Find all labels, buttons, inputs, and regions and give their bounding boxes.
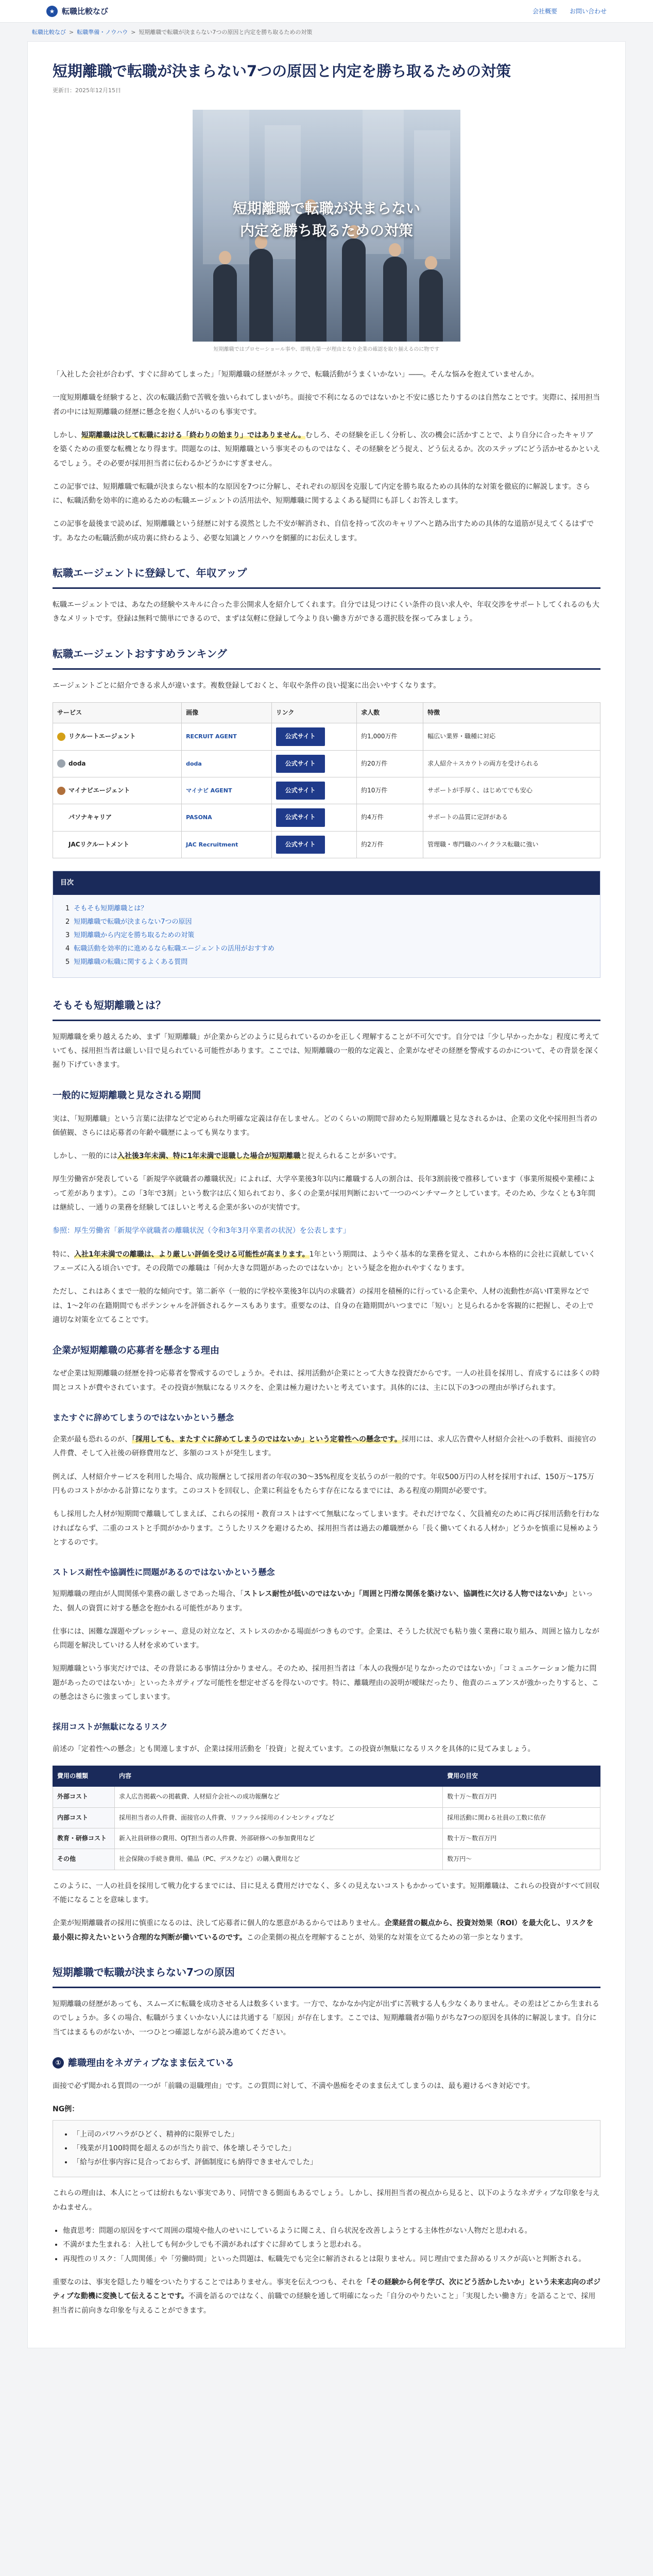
official-site-button[interactable]: 公式サイト: [276, 727, 325, 745]
ng-examples-box: [53, 2120, 600, 2178]
cause-paragraph: 重要なのは、事実を隠したり嘘をついたりすることではありません。事実を伝えつつも、それを「その経験から何を学び、次にどう活かしたいか」という未来志向のポジティブな動機に変換して伝えることです。不満を語るのではなく、前職での経験を通して明確になった「自分のやりたいこと」「実現したい働き方」を語ることで、採用担当者に前向きな印象を与えることができます。: [53, 2278, 601, 2315]
official-site-button[interactable]: 公式サイト: [276, 836, 325, 854]
crown-icon: [57, 759, 65, 768]
definition-paragraph: 実は、「短期離職」という言葉に法律などで定められた明確な定義は存在しません。どのくらいの期間で辞めたら短期離職と見なされるかは、企業の文化や採用担当者の価値観、さらには応募者の年齢や職歴によっても異なります。: [53, 1114, 597, 1137]
cost-paragraph: このように、一人の社員を採用して戦力化するまでには、目に見える費用だけでなく、多くの見えないコストもかかっています。短期離職は、これらの投資がすべて回収不能になることを意味します。: [53, 1882, 600, 1905]
cost-cell: その他: [53, 1849, 115, 1870]
cause-paragraph: これらの理由は、本人にとっては紛れもない事実であり、同情できる側面もあるでしょう。しかし、採用担当者の視点から見ると、以下のようなネガティブな印象を与えかねません。: [53, 2189, 600, 2212]
cost-cell: 数万円〜: [443, 1849, 600, 1870]
section-heading-what: そもそも短期離職とは？: [53, 995, 600, 1021]
table-of-contents: [53, 871, 600, 977]
official-site-cell: [271, 750, 357, 777]
service-name: リクルートエージェント: [53, 723, 182, 750]
article-title: 短期離職で転職が決まらない7つの原因と内定を勝ち取るための対策: [53, 62, 511, 80]
subsection-heading-cause-1: [53, 2054, 600, 2072]
hero-text-line-2: 内定を勝ち取るための対策: [239, 222, 413, 240]
cost-paragraph: 前述の「定着性への懸念」とも関連しますが、企業は採用活動を「投資」と捉えています。この投資が無駄になるリスクを具体的に見てみましょう。: [53, 1744, 535, 1753]
service-feature: サポートの品質に定評がある: [423, 804, 600, 831]
ranking-row: [53, 804, 600, 831]
subsection-heading-stress: ストレス耐性や協調性に問題があるのではないかという懸念: [53, 1567, 275, 1578]
rank-spacer: [57, 814, 65, 822]
toc-title: 目次: [53, 871, 600, 894]
official-site-button[interactable]: 公式サイト: [276, 782, 325, 800]
article-card: [27, 41, 626, 2348]
cause-1-title: 離職理由をネガティブなまま伝えている: [68, 2057, 234, 2069]
again-paragraph: もし採用した人材が短期間で離職してしまえば、これらの採用・教育コストはすべて無駄になってしまいます。それだけでなく、欠員補充のために再び採用活動を行わなければならず、二重のコストと手間がかかります。こうしたリスクを避けるため、採用担当者は過去の離職歴から「長く働いてくれる人材か」どうかを慎重に見極めようとするのです。: [53, 1510, 600, 1547]
service-name: JACリクルートメント: [53, 831, 182, 858]
subsection-heading-cost: 採用コストが無駄になるリスク: [53, 1722, 168, 1732]
agent-paragraph: 転職エージェントでは、あなたの経験やスキルに合った非公開求人を紹介してくれます。自分では見つけにくい条件の良い求人や、年収交渉をサポートしてくれるのも大きなメリットです。登録は無料で簡単にできるので、まずは気軽に登録して今より良い働き方ができる選択肢を探ってみましょう。: [53, 601, 599, 623]
intro-paragraph: この記事を最後まで読めば、短期離職という経歴に対する漠然とした不安が解消され、自信を持って次のキャリアへと踏み出すための具体的な道筋が見えてくるはずです。あなたの転職活動が成功裏に終わるよう、必要な知識とノウハウを網羅的にお伝えします。: [53, 520, 594, 543]
ranking-row: [53, 723, 600, 750]
service-name: doda: [53, 750, 182, 777]
cost-header: 内容: [115, 1766, 443, 1786]
header-nav: [532, 7, 607, 15]
intro-paragraph: 「入社した会社が合わず、すぐに辞めてしまった」「短期離職の経歴がネックで、転職活動がうまくいかない」――。そんな悩みを抱えていませんか。: [53, 370, 539, 379]
stress-paragraph: 短期離職の理由が人間関係や業務の厳しさであった場合、「ストレス耐性が低いのではないか」「周囲と円滑な関係を築けない、協調性に欠ける人物ではないか」といった、個人の資質に対する懸念を抱かれる可能性があります。: [53, 1590, 593, 1613]
ranking-row: [53, 831, 600, 858]
stress-paragraph: 短期離職という事実だけでは、その背景にある事情は分かりません。そのため、採用担当者は「本人の我慢が足りなかったのではないか」「コミュニケーション能力に問題があったのではないか」といったネガティブな可能性を想定せざるを得ないのです。特に、離職理由の説明が曖昧だったり、他責のニュアンスが強かったりすると、この懸念はさらに強まってしまいます。: [53, 1665, 599, 1702]
cost-row: [53, 1828, 600, 1849]
ranking-header: 特徴: [423, 702, 600, 723]
cost-header: 費用の目安: [443, 1766, 600, 1786]
job-count: 約10万件: [357, 777, 423, 804]
job-count: 約2万件: [357, 831, 423, 858]
why-paragraph: なぜ企業は短期離職の経歴を持つ応募者を警戒するのでしょうか。それは、採用活動が企業にとって大きな投資だからです。一人の社員を採用し、育成するには多くの時間とコストが費やされています。その投資が無駄になるリスクを、企業は極力避けたいと考えています。具体的には、主に以下の3つの理由が挙げられます。: [53, 1369, 600, 1392]
cost-cell: 求人広告掲載への掲載費、人材紹介会社への成功報酬など: [115, 1787, 443, 1807]
job-count: 約1,000万件: [357, 723, 423, 750]
cost-cell: 採用活動に関わる社員の工数に依存: [443, 1807, 600, 1828]
ranking-header: 画像: [182, 702, 272, 723]
cost-cell: 採用担当者の人件費、面接官の人件費、リファラル採用のインセンティブなど: [115, 1807, 443, 1828]
impression-item: • 他責思考：問題の原因をすべて周囲の環境や他人のせいにしているように聞こえ、自ら状況を改善しようとする主体性がない人物だと思われる。: [63, 2224, 600, 2238]
what-paragraph: 短期離職を乗り越えるため、まず「短期離職」が企業からどのように見られているのかを正しく理解することが不可欠です。自分では「少し早かったかな」程度に考えていても、採用担当者は厳しい目で見られている可能性があります。ここでは、短期離職の一般的な定義と、企業がなぜその経歴を警戒するのかについて、その背景を深く掘り下げていきます。: [53, 1032, 600, 1070]
service-logo[interactable]: RECRUIT AGENT: [182, 723, 272, 750]
crown-icon: [57, 733, 65, 741]
official-site-button[interactable]: 公式サイト: [276, 755, 325, 773]
crown-icon: [57, 787, 65, 795]
cost-header: 費用の種類: [53, 1766, 115, 1786]
breadcrumb-separator: >: [69, 28, 74, 36]
cost-row: [53, 1787, 600, 1807]
impression-item: • 不満がまた生まれる：入社しても何か少しでも不満があればすぐに辞めてしまうと思われる。: [63, 2238, 600, 2252]
service-logo[interactable]: doda: [182, 750, 272, 777]
breadcrumb-current: 短期離職で転職が決まらない7つの原因と内定を勝ち取るための対策: [139, 29, 313, 36]
breadcrumb-home[interactable]: 転職比較なび: [32, 29, 66, 36]
toc-item[interactable]: 4 転職活動を効率的に進めるなら転職エージェントの活用がおすすめ: [65, 944, 274, 953]
official-site-cell: [271, 804, 357, 831]
cost-table: [53, 1766, 600, 1870]
intro-paragraph: この記事では、短期離職で転職が決まらない根本的な原因を7つに分解し、それぞれの原因を克服して内定を勝ち取るための具体的な対策を徹底的に解説します。さらに、転職活動を効率的に進めるための転職エージェントの活用法や、短期離職に関するよくある疑問にも詳しくお答えします。: [53, 482, 590, 505]
number-badge: ①: [53, 2057, 64, 2069]
site-logo[interactable]: [46, 6, 108, 17]
cost-cell: 社会保険の手続き費用、備品（PC、デスクなど）の購入費用など: [115, 1849, 443, 1870]
ng-label: NG例：: [53, 2105, 79, 2114]
cost-row: [53, 1807, 600, 1828]
article-date: 更新日：2025年12月15日: [53, 87, 121, 94]
cause-paragraph: 面接で必ず聞かれる質問の一つが「前職の退職理由」です。この質問に対して、不満や愚痴をそのまま伝えてしまうのは、最も避けるべき対応です。: [53, 2081, 535, 2090]
definition-paragraph: 厚生労働省が発表している「新規学卒就職者の離職状況」によれば、大学卒業後3年以内に離職する人の割合は、長年3割前後で推移しています（事業所規模や業種によって差があります）。この「3年で3割」という数字は広く知られており、多くの企業が採用判断において一つのベンチマークとしています。そのため、少なくとも3年間は継続し、一通りの業務を経験してほしいと考える企業が多いのが実情です。: [53, 1175, 596, 1212]
cost-cell: 内部コスト: [53, 1807, 115, 1828]
again-paragraph: 例えば、人材紹介サービスを利用した場合、成功報酬として採用者の年収の30〜35%程度を支払うのが一般的です。年収500万円の人材を採用すれば、150万〜175万円ものコストがかかる計算になります。このコストを回収し、企業に利益をもたらす存在になるまでには、ある程度の期間が必要です。: [53, 1472, 594, 1495]
service-logo[interactable]: PASONA: [182, 804, 272, 831]
article-body: [53, 368, 600, 2318]
nav-contact-link[interactable]: お問い合わせ: [569, 8, 607, 15]
toc-item[interactable]: 3 短期離職から内定を勝ち取るための対策: [65, 931, 195, 939]
logo-text: 転職比較なび: [62, 7, 109, 16]
ranking-row: [53, 777, 600, 804]
service-logo[interactable]: JAC Recruitment: [182, 831, 272, 858]
subsection-heading-again: またすぐに辞めてしまうのではないかという懸念: [53, 1412, 234, 1422]
cost-cell: 新入社員研修の費用、OJT担当者の人件費、外部研修への参加費用など: [115, 1828, 443, 1849]
hero-caption: 短期離職ではプロセーショール事や、即戦力第一が理由となり企業の確認を取り揃えるのに物です: [213, 347, 440, 353]
cost-cell: 外部コスト: [53, 1787, 115, 1807]
official-site-cell: [271, 723, 357, 750]
job-count: 約4万件: [357, 804, 423, 831]
service-feature: 求人紹介＋スカウトの両方を受けられる: [423, 750, 600, 777]
section-heading-ranking: 転職エージェントおすすめランキング: [53, 644, 600, 670]
ranking-header: 求人数: [357, 702, 423, 723]
again-paragraph: 企業が最も恐れるのが、「採用しても、またすぐに辞めてしまうのではないか」という定着性への懸念です。採用には、求人広告費や人材紹介会社への手数料、面接官の人件費、そして入社後の研修費用など、多額のコストが発生します。: [53, 1435, 596, 1458]
service-feature: 幅広い業界・職種に対応: [423, 723, 600, 750]
section-heading-seven: 短期離職で転職が決まらない7つの原因: [53, 1962, 600, 1988]
hero-image: [193, 110, 460, 342]
service-feature: サポートが手厚く、はじめてでも安心: [423, 777, 600, 804]
toc-item[interactable]: 5 短期離職の転職に関するよくある質問: [65, 958, 188, 966]
definition-paragraph: しかし、一般的には入社後3年未満、特に1年未満で退職した場合が短期離職と捉えられることが多いです。: [53, 1152, 401, 1161]
ranking-header: サービス: [53, 702, 182, 723]
seven-paragraph: 短期離職の経歴があっても、スムーズに転職を成功させる人は数多くいます。一方で、なかなか内定が出ずに苦戦する人も少なくありません。その差はどこから生まれるのでしょうか。多くの場合、転職がうまくいかない人には共通する「原因」が存在します。ここでは、短期離職者が陥りがちな7つの原因を具体的に解説します。自分に当てはまるものがないか、一つひとつ確認しながら読み進めてください。: [53, 1999, 599, 2037]
ng-example: • 「残業が月100時間を超えるのが当たり前で、体を壊しそうでした」: [73, 2142, 590, 2156]
service-logo[interactable]: マイナビ AGENT: [182, 777, 272, 804]
service-name: マイナビエージェント: [53, 777, 182, 804]
cost-cell: 教育・研修コスト: [53, 1828, 115, 1849]
stress-paragraph: 仕事には、困難な課題やプレッシャー、意見の対立など、ストレスのかかる場面がつきものです。企業は、そうした状況でも粘り強く業務に取り組み、周囲と協力しながら問題を解決していける人材を求めています。: [53, 1627, 599, 1650]
site-header: [0, 0, 653, 23]
job-count: 約20万件: [357, 750, 423, 777]
toc-item[interactable]: 1 そもそも短期離職とは？: [65, 904, 148, 912]
ranking-paragraph: エージェントごとに紹介できる求人が違います。複数登録しておくと、年収や条件の良い提案に出会いやすくなります。: [53, 681, 441, 690]
cost-cell: 数十万〜数百万円: [443, 1828, 600, 1849]
source-link[interactable]: 参照：厚生労働省「新規学卒就職者の離職状況（令和3年3月卒業者の状況）を公表します」: [53, 1227, 350, 1235]
cost-row: [53, 1849, 600, 1870]
ranking-row: [53, 750, 600, 777]
intro-paragraph: 一度短期離職を経験すると、次の転職活動で苦戦を強いられてしまいがち。面接で不利になるのではないかと不安に感じたりするのは自然なことです。実際に、採用担当者の中には短期離職の経歴に懸念を抱く人がいるのも事実です。: [53, 394, 600, 416]
hero-overlay-text: [193, 197, 460, 242]
subsection-heading-definition: 一般的に短期離職と見なされる期間: [53, 1090, 201, 1101]
ng-example: • 「給与が仕事内容に見合っておらず、評価制度にも納得できませんでした」: [73, 2156, 590, 2170]
official-site-button[interactable]: 公式サイト: [276, 808, 325, 826]
definition-paragraph: ただし、これはあくまで一般的な傾向です。第二新卒（一般的に学校卒業後3年以内の求職者）の採用を積極的に行っている企業や、人材の流動性が高いIT業界などでは、1〜2年の在籍期間でもポテンシャルを評価されるケースもあります。重要なのは、自身の在籍期間がいつまでに「短い」と見られるかを客観的に把握し、その上で適切な対策を立てることです。: [53, 1287, 594, 1324]
official-site-cell: [271, 831, 357, 858]
logo-icon: ★: [46, 6, 58, 17]
section-heading-agent: 転職エージェントに登録して、年収アップ: [53, 563, 600, 589]
hero-text-line-1: 短期離職で転職が決まらない: [232, 200, 420, 217]
toc-item[interactable]: 2 短期離職で転職が決まらない7つの原因: [65, 918, 192, 926]
service-feature: 管理職・専門職のハイクラス転職に強い: [423, 831, 600, 858]
breadcrumb-separator: >: [131, 28, 136, 36]
impression-item: • 再現性のリスク：「人間関係」や「労働時間」といった問題は、転職先でも完全に解消されるとは限りません。同じ理由でまた辞めるリスクが高いと判断される。: [63, 2252, 600, 2266]
service-name: パソナキャリア: [53, 804, 182, 831]
ranking-header: リンク: [271, 702, 357, 723]
cost-cell: 数十万〜数百万円: [443, 1787, 600, 1807]
breadcrumb: [0, 23, 653, 41]
ranking-table: [53, 702, 600, 858]
intro-paragraph: しかし、短期離職は決して転職における「終わりの始まり」ではありません。むしろ、その経験を正しく分析し、次の機会に活かすことで、より自分に合ったキャリアを築くための重要な転機となり得ます。問題なのは、短期離職という事実そのものではなく、その経験をどう捉え、どう伝えるか。次のステップにどう活かせるかといえるでしょう。その必要が採用担当者に伝わるかどうかにすぎません。: [53, 431, 600, 468]
impression-list: [63, 2224, 600, 2266]
definition-paragraph: 特に、入社1年未満での離職は、より厳しい評価を受ける可能性が高まります。1年という期間は、ようやく基本的な業務を覚え、これから本格的に会社に貢献していくフェーズに入る頃合いです。その段階での離職は「何か大きな問題があったのではないか」という疑念を抱かれやすくなります。: [53, 1250, 596, 1273]
cost-paragraph: 企業が短期離職者の採用に慎重になるのは、決して応募者に個人的な悪意があるからではありません。企業経営の観点から、投資対効果（ROI）を最大化し、リスクを最小限に抑えたいという合理的な判断が働いているのです。この企業側の視点を理解することが、効果的な対策を立てるための第一歩となります。: [53, 1919, 594, 1942]
breadcrumb-category[interactable]: 転職準備・ノウハウ: [77, 29, 128, 36]
rank-spacer: [57, 840, 65, 849]
subsection-heading-why: 企業が短期離職の応募者を懸念する理由: [53, 1345, 219, 1357]
official-site-cell: [271, 777, 357, 804]
ng-example: • 「上司のパワハラがひどく、精神的に限界でした」: [73, 2128, 590, 2142]
nav-company-link[interactable]: 会社概要: [532, 8, 557, 15]
